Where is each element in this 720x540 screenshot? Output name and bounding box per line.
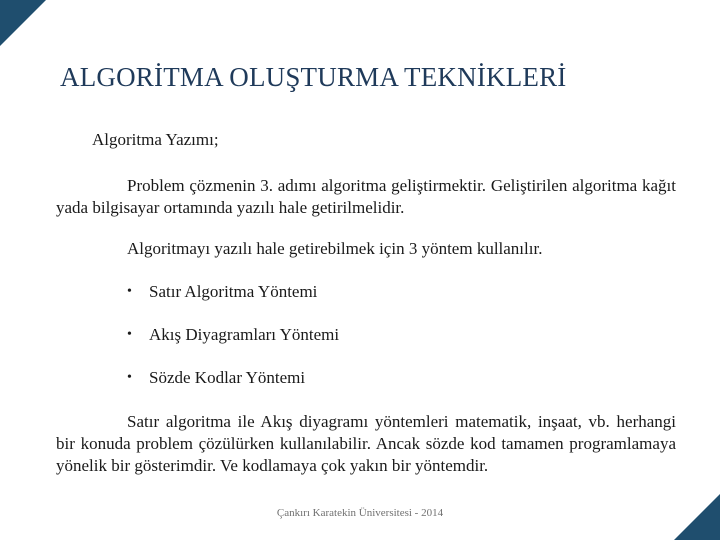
- paragraph-intro: Problem çözmenin 3. adımı algoritma geliştirmektir. Geliştirilen algoritma kağıt yada bilgisayar ortamında yazılı hale getirilmelidir.: [56, 176, 676, 217]
- list-item: [127, 367, 339, 410]
- bullet-icon: •: [127, 284, 132, 299]
- list-item: [127, 324, 339, 367]
- paragraph-methods: Algoritmayı yazılı hale getirebilmek için 3 yöntem kullanılır.: [127, 239, 543, 258]
- slide-footer: Çankırı Karatekin Üniversitesi - 2014: [276, 507, 444, 519]
- corner-decoration-top-left: [0, 0, 46, 46]
- list-item-label: Sözde Kodlar Yöntemi: [149, 368, 306, 387]
- slide-title: ALGORİTMA OLUŞTURMA TEKNİKLERİ: [60, 62, 567, 92]
- list-item-label: Akış Diyagramları Yöntemi: [149, 325, 340, 344]
- bullet-icon: •: [127, 327, 132, 342]
- bullet-icon: •: [127, 370, 132, 385]
- slide-subtitle: Algoritma Yazımı;: [92, 130, 219, 149]
- paragraph-conclusion: Satır algoritma ile Akış diyagramı yöntemleri matematik, inşaat, vb. herhangi bir konuda problem çözülürken kullanılabilir. Ancak sözde kod tamamen programlamaya yönelik bir gösterimdir. Ve kodlamaya çok yakın bir yöntemdir.: [56, 412, 676, 475]
- method-list: [127, 281, 339, 410]
- list-item-label: Satır Algoritma Yöntemi: [149, 282, 318, 301]
- list-item: [127, 281, 339, 324]
